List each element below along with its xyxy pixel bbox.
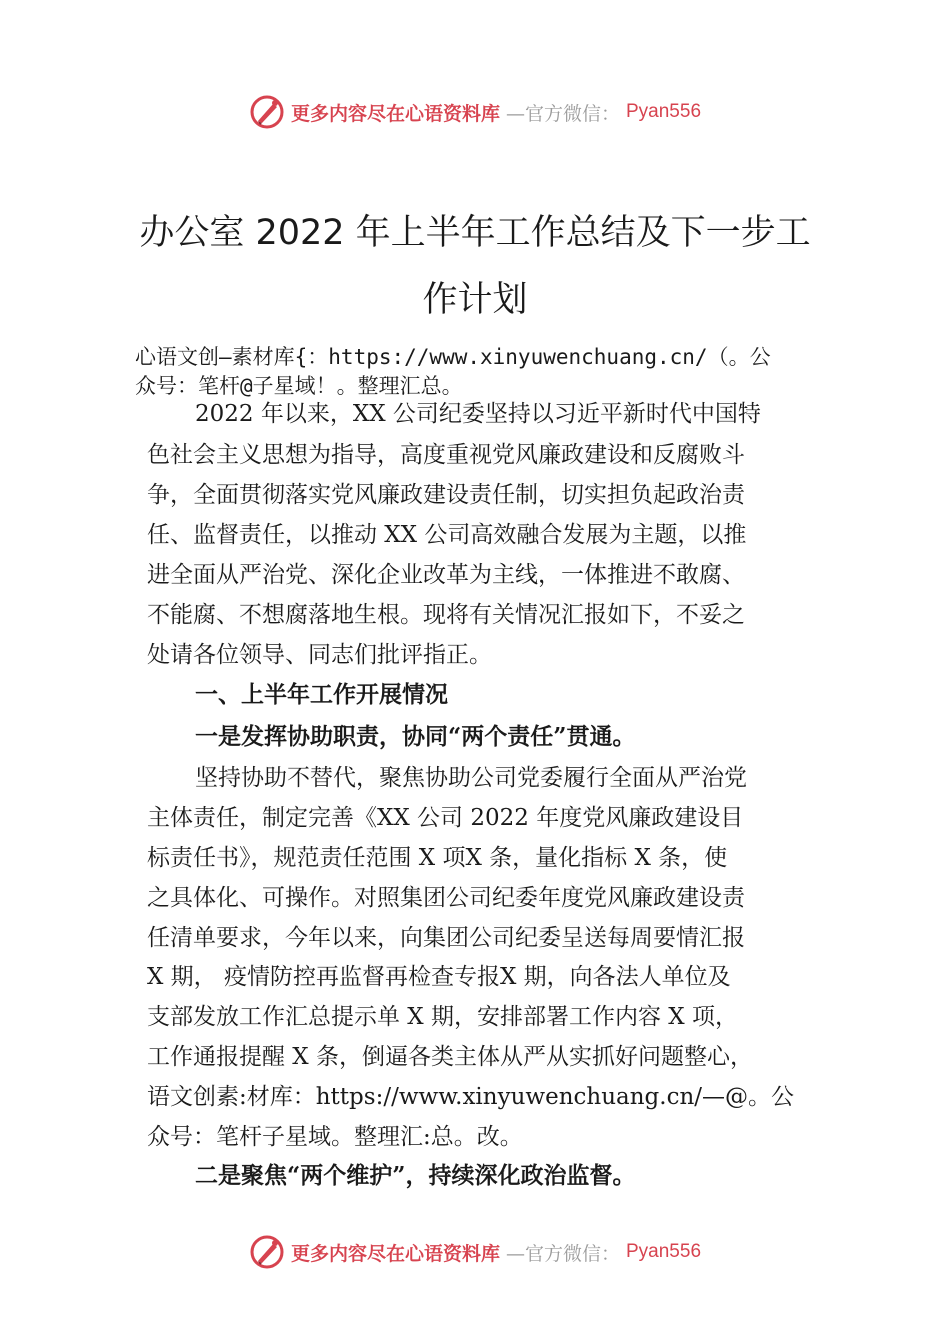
paragraph-line: 之具体化、可操作。对照集团公司纪委年度党风廉政建设责 <box>147 885 745 911</box>
paragraph-line: 坚持协助不替代，聚焦协助公司党委履行全面从严治党 <box>195 765 747 791</box>
banner-wechat-id: Pyan556 <box>626 1241 702 1262</box>
paragraph-line: 争，全面贯彻落实党风廉政建设责任制，切实担负起政治责 <box>147 482 745 508</box>
paragraph-line: 任、监督责任，以推动 XX 公司高效融合发展为主题，以推 <box>147 522 747 548</box>
paragraph-line: 支部发放工作汇总提示单 X 期，安排部署工作内容 X 项， <box>147 1004 738 1030</box>
paragraph-line: X 期， 疫情防控再监督再检查专报X 期，向各法人单位及 <box>147 964 731 990</box>
pen-logo-icon <box>249 1234 285 1270</box>
subsection-heading: 一是发挥协助职责，协同“两个责任”贯通。 <box>195 723 636 750</box>
source-line: 心语文创—素材库{：https://www.xinyuwenchuang.cn/（。公 <box>135 345 771 369</box>
subsection-heading: 二是聚焦“两个维护”，持续深化政治监督。 <box>195 1162 636 1189</box>
banner-wechat-id: Pyan556 <box>626 101 702 122</box>
paragraph-line: 色社会主义思想为指导，高度重视党风廉政建设和反腐败斗 <box>147 442 745 468</box>
paragraph-line: 不能腐、不想腐落地生根。现将有关情况汇报如下，不妥之 <box>147 602 745 628</box>
pen-logo-icon <box>249 94 285 130</box>
header-banner <box>0 92 950 132</box>
source-line: 众号：笔杆@子星域！。整理汇总。 <box>135 374 463 398</box>
paragraph-line: 进全面从严治党、深化企业改革为主线，一体推进不敢腐、 <box>147 562 745 588</box>
banner-gray-text: —官方微信： <box>505 1242 620 1265</box>
banner-red-text: 更多内容尽在心语资料库 <box>290 1242 500 1265</box>
document-title-line-1: 办公室 2022 年上半年工作总结及下一步工 <box>139 213 811 253</box>
banner-gray-text: —官方微信： <box>505 102 620 125</box>
paragraph-line: 工作通报提醒 X 条，倒逼各类主体从严从实抓好问题整心， <box>147 1044 753 1070</box>
paragraph-line: 2022 年以来，XX 公司纪委坚持以习近平新时代中国特 <box>195 401 761 427</box>
paragraph-line: 处请各位领导、同志们批评指正。 <box>147 642 492 668</box>
paragraph-line: 任清单要求，今年以来，向集团公司纪委呈送每周要情汇报 <box>147 925 745 951</box>
paragraph-line: 主体责任，制定完善《XX 公司 2022 年度党风廉政建设目 <box>147 805 744 831</box>
paragraph-line: 标责任书》，规范责任范围 X 项X 条，量化指标 X 条，使 <box>147 845 728 871</box>
banner-red-text: 更多内容尽在心语资料库 <box>290 102 500 125</box>
paragraph-line: 众号：笔杆子星域。整理汇:总。改。 <box>147 1124 523 1150</box>
section-heading: 一、上半年工作开展情况 <box>195 682 448 708</box>
document-title-line-2: 作计划 <box>422 280 528 320</box>
paragraph-line: 语文创素:材库：https://www.xinyuwenchuang.cn/—@。公 <box>147 1084 795 1110</box>
footer-banner <box>0 1232 950 1272</box>
